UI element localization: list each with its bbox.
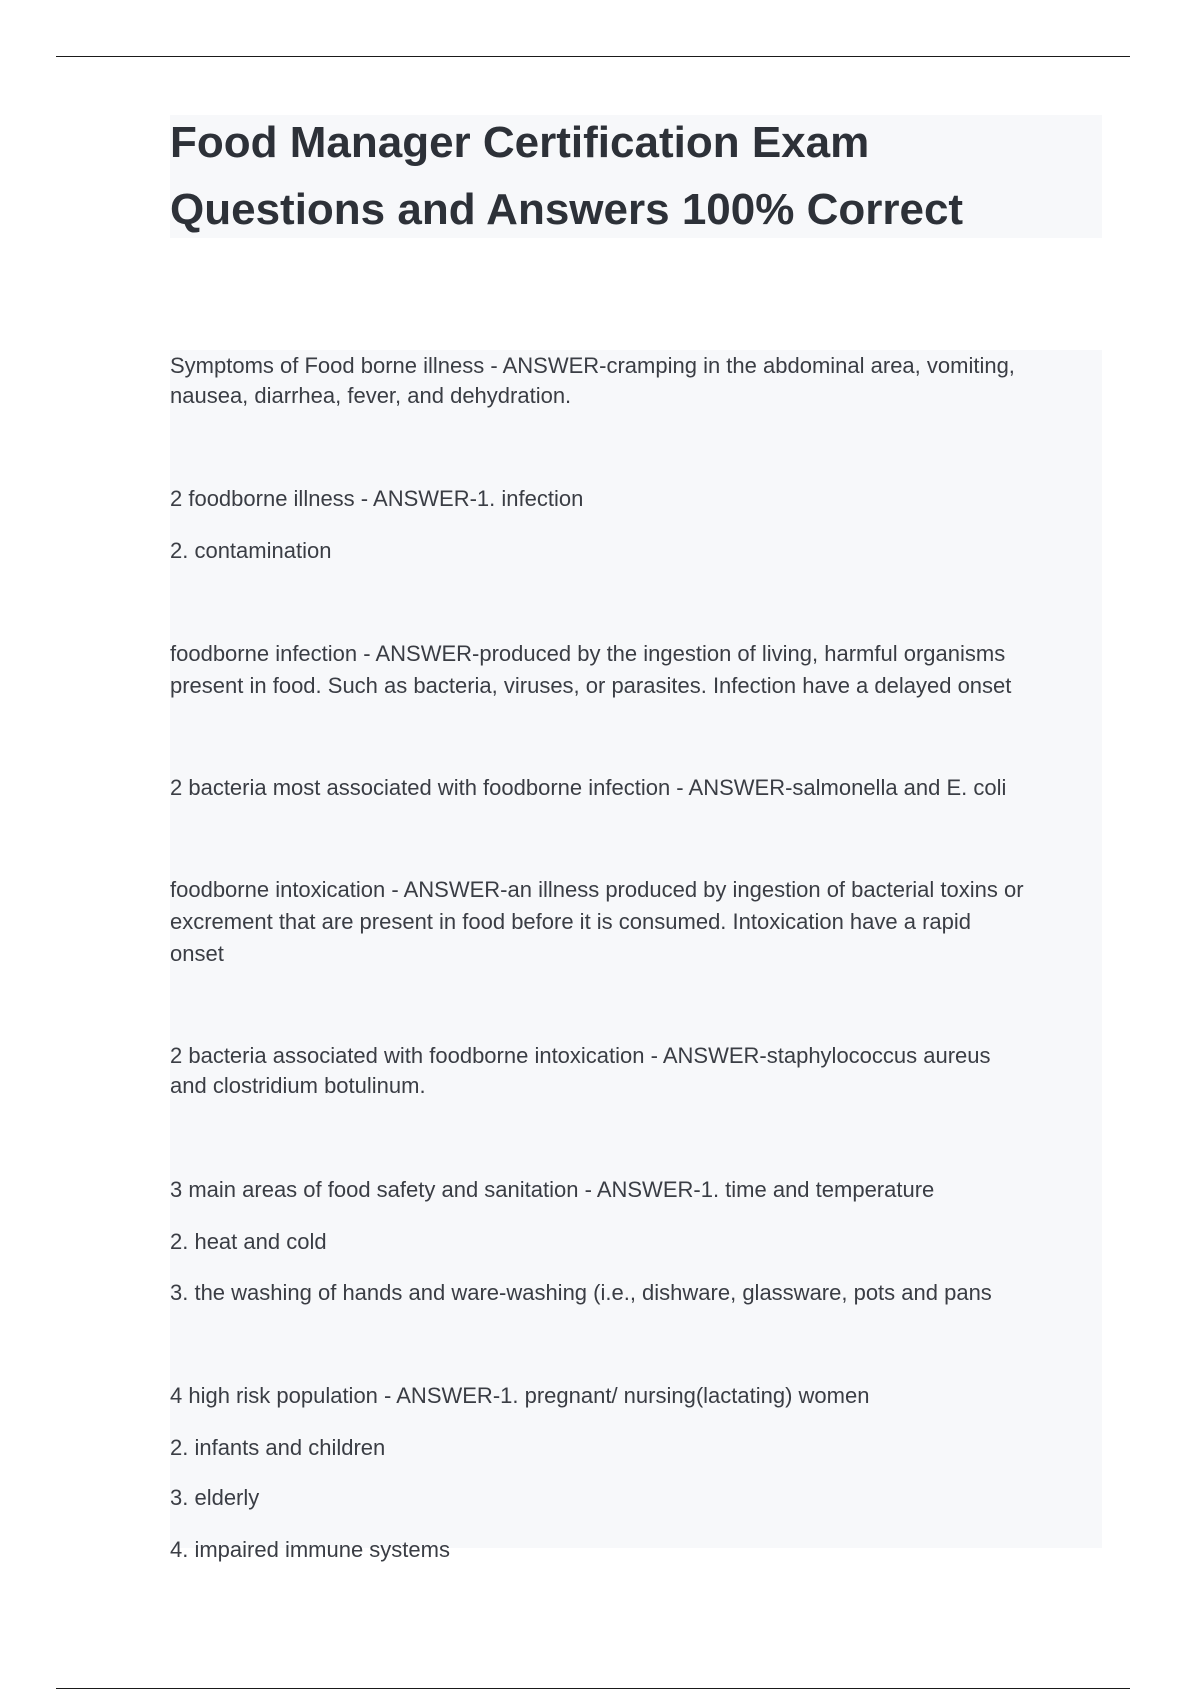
qa-line: and clostridium botulinum. bbox=[170, 1073, 426, 1098]
qa-line: 2. contamination bbox=[170, 538, 332, 563]
qa-line: 3. the washing of hands and ware-washing (i.e., dishware, glassware, pots and pans bbox=[170, 1280, 992, 1305]
qa-line: 3. elderly bbox=[170, 1485, 260, 1510]
qa-line: 3 main areas of food safety and sanitation - ANSWER-1. time and temperature bbox=[170, 1177, 935, 1202]
qa-line: excrement that are present in food before it is consumed. Intoxication have a rapid bbox=[170, 909, 972, 934]
top-rule bbox=[56, 56, 1130, 57]
document-title bbox=[170, 115, 1102, 238]
qa-line: Symptoms of Food borne illness - ANSWER-cramping in the abdominal area, vomiting, bbox=[170, 353, 1015, 378]
qa-line: present in food. Such as bacteria, viruses, or parasites. Infection have a delayed onset bbox=[170, 673, 1012, 698]
qa-line: foodborne infection - ANSWER-produced by the ingestion of living, harmful organisms bbox=[170, 641, 1006, 666]
qa-line: 4 high risk population - ANSWER-1. pregnant/ nursing(lactating) women bbox=[170, 1383, 870, 1408]
qa-line: 2 foodborne illness - ANSWER-1. infection bbox=[170, 486, 584, 511]
qa-content bbox=[170, 350, 1102, 1562]
bottom-rule bbox=[56, 1688, 1130, 1689]
qa-line: 2. infants and children bbox=[170, 1435, 386, 1460]
qa-line: onset bbox=[170, 941, 224, 966]
qa-line: 2 bacteria most associated with foodborne infection - ANSWER-salmonella and E. coli bbox=[170, 775, 1007, 800]
qa-line: 2 bacteria associated with foodborne intoxication - ANSWER-staphylococcus aureus bbox=[170, 1043, 991, 1068]
qa-line: foodborne intoxication - ANSWER-an illness produced by ingestion of bacterial toxins or bbox=[170, 877, 1024, 902]
title-line-2: Questions and Answers 100% Correct bbox=[170, 185, 964, 234]
title-line-1: Food Manager Certification Exam bbox=[170, 118, 870, 167]
qa-line: 4. impaired immune systems bbox=[170, 1537, 450, 1562]
qa-line: 2. heat and cold bbox=[170, 1229, 327, 1254]
qa-line: nausea, diarrhea, fever, and dehydration. bbox=[170, 383, 572, 408]
